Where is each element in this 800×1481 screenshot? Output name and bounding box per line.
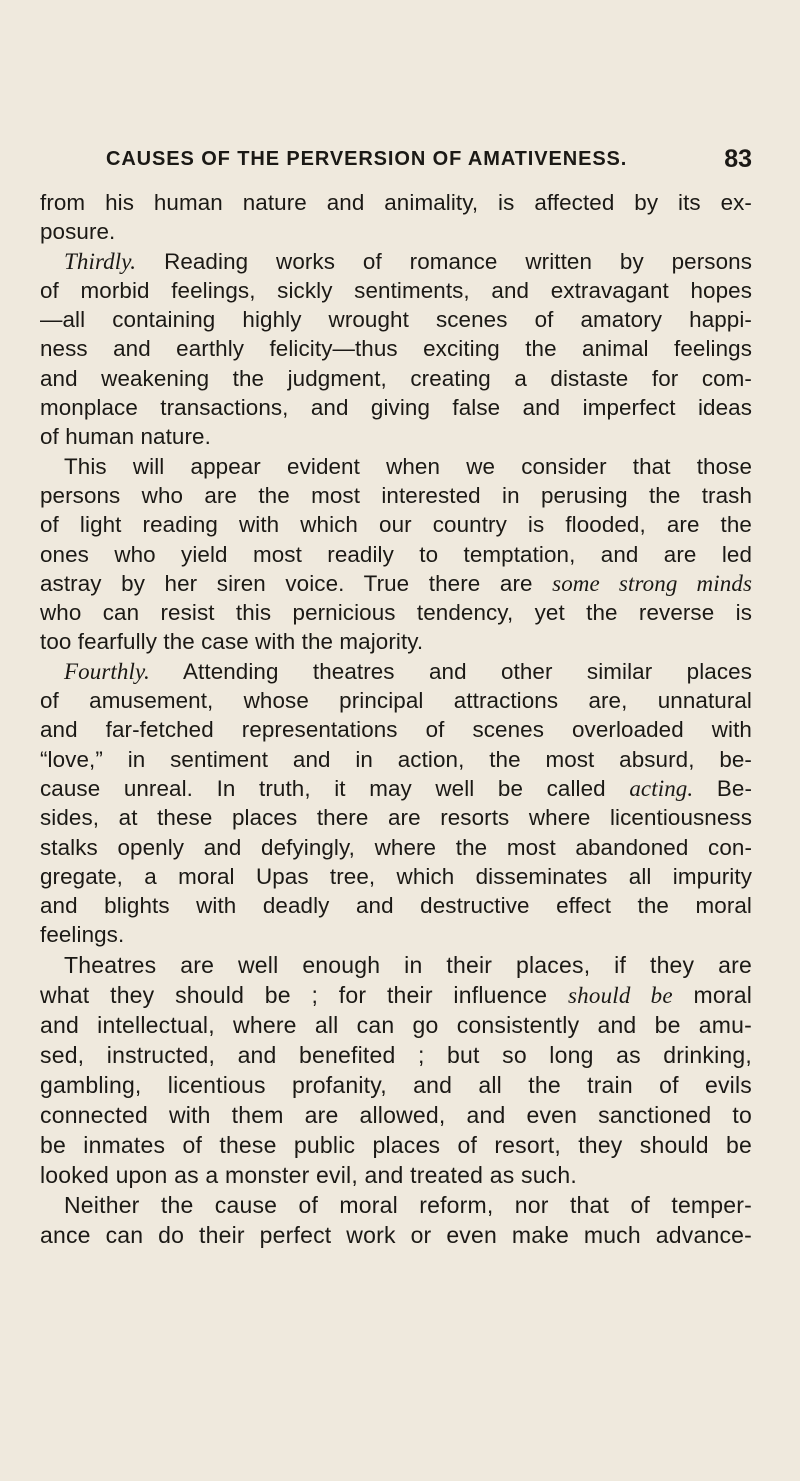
- text-line: [40, 569, 752, 598]
- text-line: —all containing highly wrought scenes of amatory happi-: [40, 307, 752, 333]
- text-line: looked upon as a monster evil, and treated as such.: [40, 1161, 577, 1188]
- lower-paragraphs: [40, 950, 764, 1250]
- text-line: [40, 657, 752, 686]
- text-line: of light reading with which our country is flooded, are the: [40, 512, 752, 538]
- text-line: be inmates of these public places of resort, they should be: [40, 1131, 752, 1158]
- text-run: astray by her siren voice. True there are: [40, 570, 533, 596]
- text-line: [40, 774, 752, 803]
- text-line: and weakening the judgment, creating a distaste for com-: [40, 365, 752, 391]
- text-line: who can resist this pernicious tendency, yet the reverse is: [40, 600, 752, 626]
- text-run: Be-: [716, 775, 752, 801]
- text-line: stalks openly and defyingly, where the most abandoned con-: [40, 834, 752, 860]
- text-line: persons who are the most interested in perusing the trash: [40, 482, 752, 508]
- text-line: too fearfully the case with the majority.: [40, 629, 424, 655]
- text-line: sides, at these places there are resorts where licentiousness: [40, 805, 752, 831]
- page-number: 83: [724, 145, 752, 173]
- text-line: posure.: [40, 219, 116, 245]
- running-title: CAUSES OF THE PERVERSION OF AMATIVENESS.: [106, 148, 628, 170]
- text-run: cause unreal. In truth, it may well be called: [40, 775, 606, 801]
- text-line: feelings.: [40, 922, 125, 948]
- text-line: [40, 980, 752, 1010]
- text-line: sed, instructed, and benefited ; but so long as drinking,: [40, 1041, 752, 1068]
- text-line: of human nature.: [40, 424, 211, 450]
- text-run: Reading works of romance written by persons: [164, 248, 752, 274]
- text-run: Attending theatres and other similar places: [183, 658, 752, 684]
- italic-run: some strong minds: [552, 570, 752, 596]
- text-run: moral: [693, 981, 752, 1008]
- text-line: ness and earthly felicity—thus exciting the animal feelings: [40, 336, 752, 362]
- text-line: gregate, a moral Upas tree, which disseminates all impurity: [40, 863, 752, 889]
- text-line: and intellectual, where all can go consistently and be amu-: [40, 1011, 752, 1038]
- text-line: gambling, licentious profanity, and all the train of evils: [40, 1071, 752, 1098]
- text-line: from his human nature and animality, is affected by its ex-: [40, 190, 752, 215]
- text-line: Theatres are well enough in their places, if they are: [64, 951, 752, 978]
- italic-run: should be: [568, 982, 673, 1008]
- text-line: and blights with deadly and destructive effect the moral: [40, 893, 752, 919]
- text-line: of amusement, whose principal attractions are, unnatural: [40, 688, 752, 714]
- body-text: [40, 188, 764, 1250]
- text-line: monplace transactions, and giving false and imperfect ideas: [40, 395, 752, 421]
- text-line: ance can do their perfect work or even make much advance-: [40, 1221, 752, 1248]
- italic-run: Fourthly.: [64, 658, 150, 684]
- italic-run: acting.: [629, 775, 694, 801]
- text-line: connected with them are allowed, and even sanctioned to: [40, 1101, 752, 1128]
- text-line: “love,” in sentiment and in action, the most absurd, be-: [40, 746, 752, 772]
- text-run: what they should be ; for their influence: [40, 981, 548, 1008]
- text-line: Neither the cause of moral reform, nor that of temper-: [64, 1191, 752, 1218]
- running-head: [40, 145, 752, 180]
- text-line: of morbid feelings, sickly sentiments, and extravagant hopes: [40, 277, 752, 303]
- text-line: [40, 247, 752, 276]
- text-line: and far-fetched representations of scenes overloaded with: [40, 717, 752, 743]
- italic-run: Thirdly.: [64, 248, 137, 274]
- text-line: This will appear evident when we consider that those: [64, 453, 752, 479]
- text-line: ones who yield most readily to temptation, and are led: [40, 541, 752, 567]
